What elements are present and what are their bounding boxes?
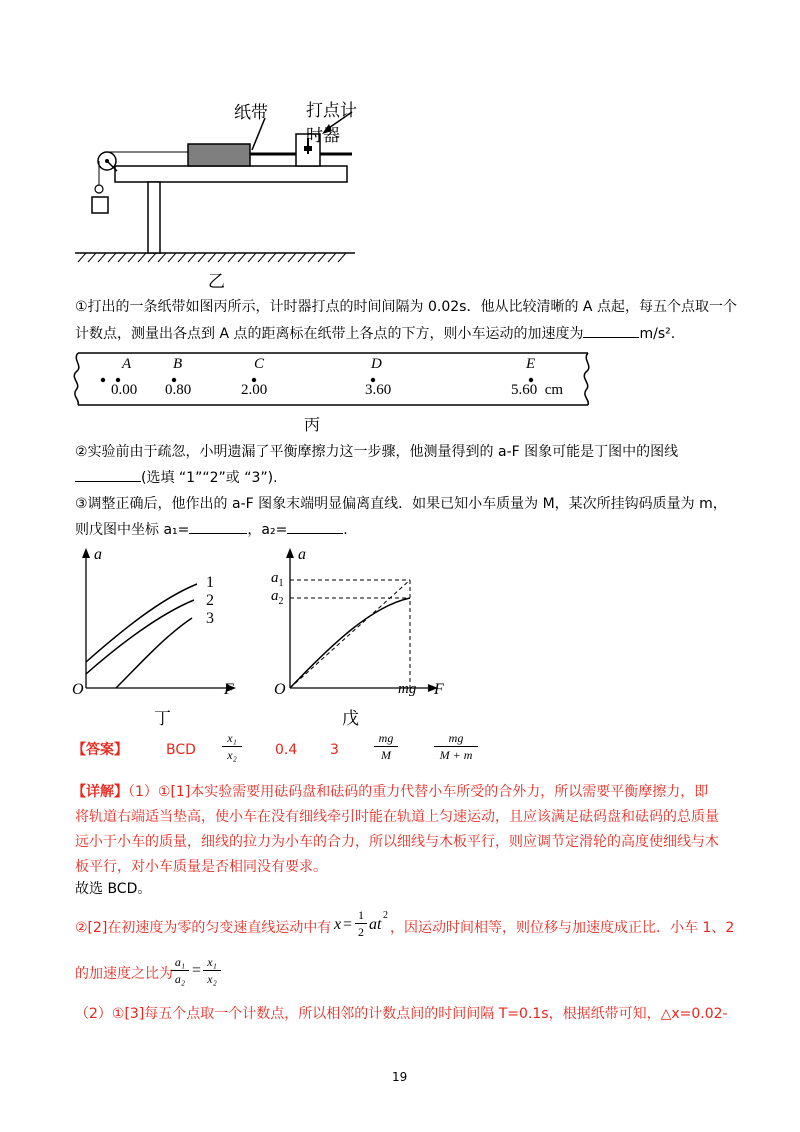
- figure-ding: [70, 544, 250, 734]
- figure-wu: [262, 544, 462, 734]
- answer-1: BCD: [166, 742, 196, 758]
- mg-label: mg: [398, 681, 417, 697]
- answer-2-fraction: [222, 731, 242, 762]
- question-1-line-2: [75, 324, 675, 344]
- a1-label: [271, 570, 284, 589]
- detail-kinematics-text-a: ②[2]在初速度为零的匀变速直线运动中有: [75, 920, 332, 936]
- fraction-denominator: 2: [358, 925, 364, 939]
- figure-apparatus: [70, 90, 370, 290]
- detail-text: （1）①[1]本实验需要用砝码盘和砝码的重力代替小车所受的合外力，所以需要平衡摩擦力，即: [128, 784, 709, 800]
- question-2-text: (选填 “1”“2”或 “3”).: [141, 470, 278, 486]
- tape-point-value-d: 3.60: [365, 382, 392, 398]
- ratio-fraction-a: [171, 955, 189, 986]
- answer-blank: [583, 337, 639, 338]
- curve-label-2: 2: [206, 592, 214, 609]
- fraction-numerator: a₁: [174, 955, 186, 969]
- question-3-text-c: .: [343, 522, 348, 538]
- fraction-bar: [203, 970, 221, 971]
- fraction-numerator: mg: [448, 731, 464, 745]
- unit-text: m/s².: [639, 326, 676, 342]
- fraction-numerator: x₁: [207, 955, 217, 969]
- answer-blank: [189, 533, 247, 534]
- page-number: 19: [392, 1070, 408, 1084]
- answer-5-fraction: [374, 731, 398, 762]
- y-axis-label: a: [94, 546, 102, 563]
- formula-at: at: [369, 916, 382, 933]
- detail-part-2-line: （2）①[3]每五个点取一个计数点，所以相邻的计数点间的时间间隔 T=0.1s，根据纸带可知，△x=0.02-: [75, 1006, 728, 1022]
- fraction-denominator: M: [381, 748, 391, 762]
- tape-point-value-a: 0.00: [111, 382, 138, 398]
- curve-label-3: 3: [206, 610, 214, 627]
- detail-line-2: 将轨道右端适当垫高，使小车在没有细线牵引时能在轨道上匀速运动，且应该满足砝码盘和砝码的总质量: [75, 809, 719, 825]
- answer-blank: [75, 481, 141, 482]
- curve-label-1: 1: [206, 574, 214, 591]
- figure-caption: 丁: [154, 709, 171, 728]
- detail-line-3: 远小于小车的质量，细线的拉力为小车的合力，所以细线与木板平行，则应调节定滑轮的高度使细线与木: [75, 834, 719, 850]
- fraction-denominator: M + m: [439, 748, 473, 762]
- origin-label: O: [72, 681, 84, 698]
- fraction-bar: [355, 923, 367, 924]
- answer-label: 【答案】: [72, 742, 128, 758]
- tape-label: 纸带: [234, 103, 268, 122]
- answer-3: 0.4: [275, 742, 298, 758]
- tape-point-value-e: [511, 382, 563, 399]
- tape-point-label-b: B: [173, 356, 183, 372]
- question-2-line-2: [75, 468, 278, 488]
- detail-line-1: [72, 782, 708, 802]
- fraction-bar: [222, 746, 242, 747]
- y-axis-label: a: [298, 546, 306, 563]
- tape-point-label-e: E: [526, 356, 536, 372]
- tape-point-value-c: 2.00: [241, 382, 268, 398]
- detail-label: 【详解】: [72, 784, 128, 800]
- question-3-text-b: ，a₂=: [247, 522, 288, 538]
- detail-line-4: 板平行，对小车质量是否相同没有要求。: [75, 859, 327, 875]
- tape-point-label-c: C: [254, 356, 265, 372]
- ratio-equals: =: [192, 962, 202, 979]
- tape-point-value-b: 0.80: [165, 382, 192, 398]
- a2-subscript: 2: [278, 596, 284, 607]
- fraction-bar: [171, 970, 189, 971]
- answer-blank: [287, 533, 343, 534]
- fraction-bar: [374, 746, 398, 747]
- answer-4: 3: [330, 742, 339, 758]
- detail-line-5: 故选 BCD。: [75, 881, 152, 897]
- fraction-denominator: x₂: [207, 972, 217, 986]
- graph-wu: [262, 544, 462, 694]
- a2-label: [271, 588, 284, 607]
- fraction-numerator: mg: [378, 731, 394, 745]
- timer-label: 打点计时器: [306, 101, 357, 145]
- tape-drawing: [70, 350, 590, 408]
- a2-letter: a: [271, 588, 279, 604]
- x-axis-label: F: [224, 681, 234, 698]
- figure-caption: 乙: [208, 272, 225, 291]
- detail-kinematics-text-b: ，因运动时间相等，则位移与加速度成正比．小车 1、2: [390, 920, 735, 936]
- formula-squared: 2: [383, 910, 388, 921]
- a1-letter: a: [271, 570, 279, 586]
- fraction-bar: [434, 746, 478, 747]
- fraction-denominator: a₂: [174, 972, 186, 986]
- formula-equals: =: [343, 916, 353, 933]
- question-3-text-a: 则戊图中坐标 a₁=: [75, 522, 190, 538]
- detail-ratio-text: 的加速度之比为: [75, 966, 173, 982]
- tape-point-label-a: A: [122, 356, 132, 372]
- tape-value: 5.60: [511, 382, 538, 398]
- graph-ding: [70, 544, 250, 694]
- question-1-line-1: ①打出的一条纸带如图丙所示，计时器打点的时间间隔为 0.02s．他从比较清晰的 A 点起，每五个点取一个: [75, 299, 737, 315]
- question-3-line-1: ③调整正确后，他作出的 a-F 图象末端明显偏离直线．如果已知小车质量为 M，某次所挂钩码质量为 m，: [75, 496, 727, 512]
- formula-half: [355, 908, 367, 939]
- answer-6-fraction: [434, 731, 478, 762]
- fraction-numerator: 1: [358, 908, 364, 922]
- tape-point-label-d: D: [371, 356, 382, 372]
- question-2-line-1: ②实验前由于疏忽，小明遗漏了平衡摩擦力这一步骤，他测量得到的 a-F 图象可能是丁图中的图线: [75, 444, 679, 460]
- tape-unit: cm: [544, 382, 564, 398]
- question-3-line-2: [75, 520, 348, 540]
- fraction-denominator: x₂: [227, 748, 237, 762]
- ratio-fraction-x: [203, 955, 221, 986]
- question-1-text: 计数点，测量出各点到 A 点的距离标在纸带上各点的下方，则小车运动的加速度为: [75, 326, 584, 342]
- formula-x: x: [334, 916, 342, 933]
- figure-caption: 戊: [342, 709, 359, 728]
- origin-label: O: [274, 681, 286, 698]
- a1-subscript: 1: [278, 578, 284, 589]
- tape-caption: 丙: [304, 417, 321, 434]
- x-axis-label: F: [434, 681, 444, 698]
- fraction-numerator: x₁: [227, 731, 237, 745]
- figure-tape: [70, 350, 590, 436]
